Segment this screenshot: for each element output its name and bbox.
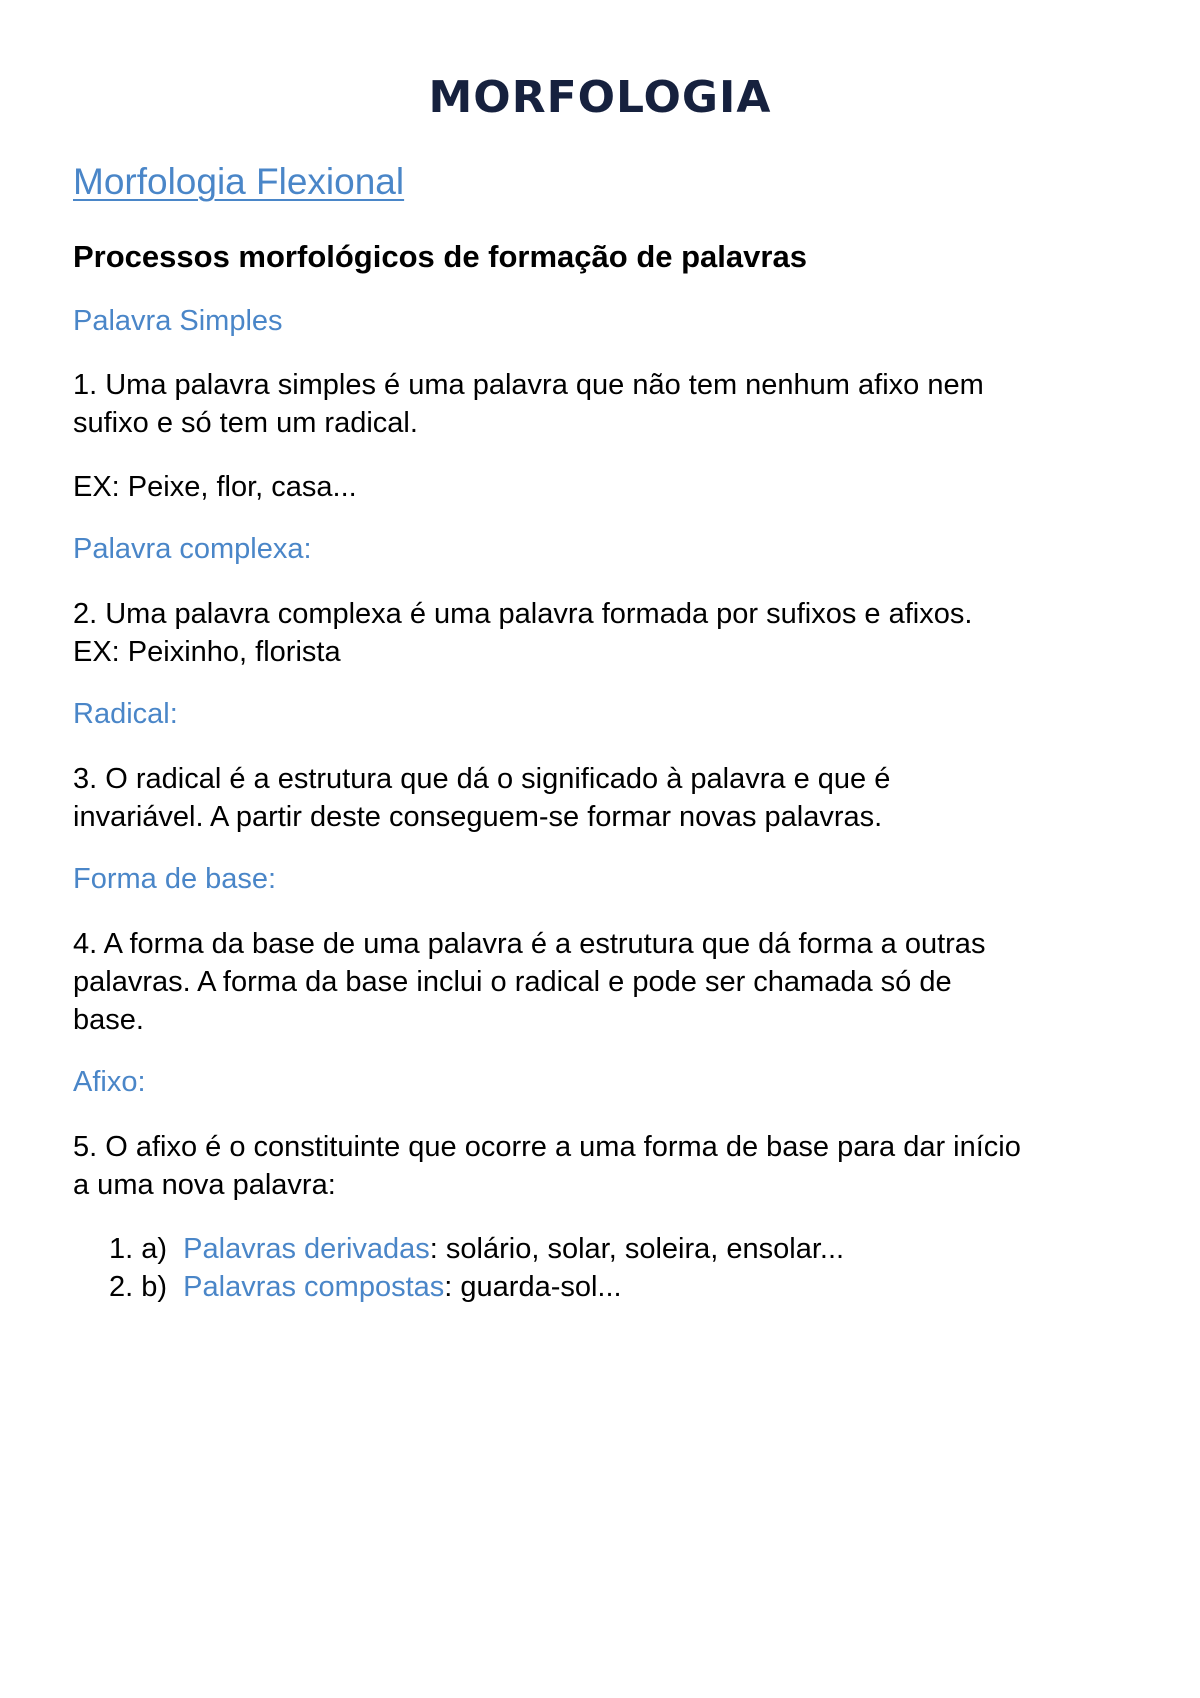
list-item xyxy=(73,1268,1143,1306)
label-palavra-simples: Palavra Simples xyxy=(73,304,283,337)
list-marker: 2. b) xyxy=(109,1270,168,1303)
paragraph-line: 2. Uma palavra complexa é uma palavra formada por sufixos e afixos. xyxy=(73,598,973,631)
list-item-text: : solário, solar, soleira, ensolar... xyxy=(429,1232,845,1265)
subtitle: Processos morfológicos de formação de palavras xyxy=(73,239,807,275)
paragraph-line: invariável. A partir deste conseguem-se formar novas palavras. xyxy=(73,800,883,833)
paragraph-line: 3. O radical é a estrutura que dá o significado à palavra e que é xyxy=(73,762,891,795)
example-palavra-simples: EX: Peixe, flor, casa... xyxy=(73,471,357,504)
term-palavras-derivadas[interactable]: Palavras derivadas xyxy=(183,1232,430,1265)
label-palavra-complexa: Palavra complexa: xyxy=(73,533,312,566)
paragraph-palavra-complexa xyxy=(73,595,1143,671)
paragraph-line: 4. A forma da base de uma palavra é a estrutura que dá forma a outras xyxy=(73,927,986,960)
label-forma-de-base: Forma de base: xyxy=(73,862,277,895)
label-afixo: Afixo: xyxy=(73,1065,146,1098)
paragraph-radical xyxy=(73,760,1143,836)
document-body xyxy=(73,160,1143,1306)
list-marker: 1. a) xyxy=(109,1232,168,1265)
paragraph-afixo xyxy=(73,1128,1143,1204)
paragraph-line: sufixo e só tem um radical. xyxy=(73,407,418,440)
list-item xyxy=(73,1230,1143,1268)
paragraph-line: base. xyxy=(73,1003,144,1036)
paragraph-palavra-simples xyxy=(73,366,1143,442)
section-link-heading[interactable]: Morfologia Flexional xyxy=(73,161,405,202)
document-title: MORFOLOGIA xyxy=(428,72,772,123)
term-palavras-compostas[interactable]: Palavras compostas xyxy=(183,1270,445,1303)
paragraph-line: a uma nova palavra: xyxy=(73,1168,336,1201)
paragraph-line: 1. Uma palavra simples é uma palavra que não tem nenhum afixo nem xyxy=(73,369,984,402)
paragraph-line: palavras. A forma da base inclui o radical e pode ser chamada só de xyxy=(73,965,952,998)
paragraph-forma-de-base xyxy=(73,925,1143,1039)
label-radical: Radical: xyxy=(73,698,178,731)
list-item-text: : guarda-sol... xyxy=(444,1270,622,1303)
afixo-examples-list xyxy=(73,1230,1143,1306)
paragraph-line: 5. O afixo é o constituinte que ocorre a uma forma de base para dar início xyxy=(73,1130,1021,1163)
paragraph-line: EX: Peixinho, florista xyxy=(73,636,341,669)
